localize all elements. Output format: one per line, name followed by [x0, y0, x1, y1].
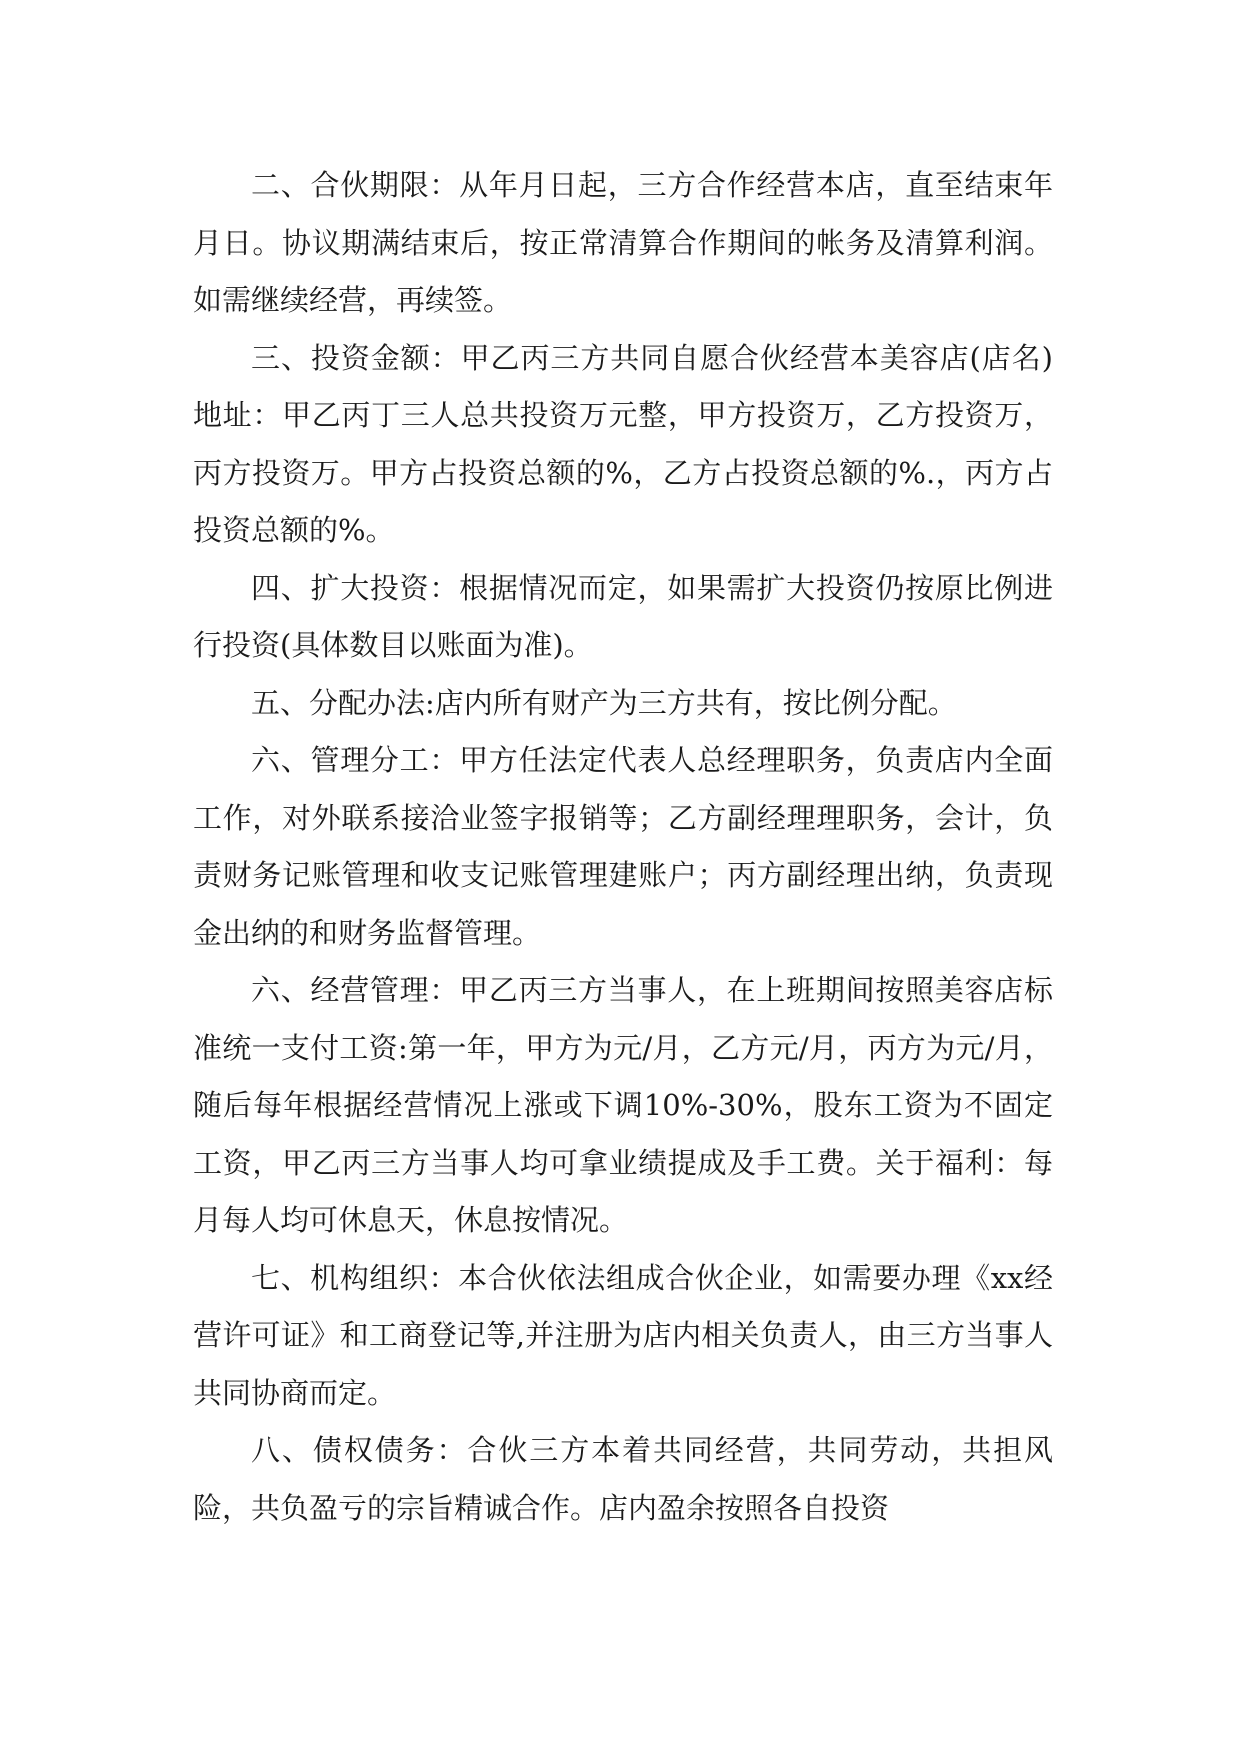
paragraph-partnership-term: 二、合伙期限：从年月日起，三方合作经营本店，直至结束年月日。协议期满结束后，按正常清算合作期间的帐务及清算利润。如需继续经营，再续签。 [193, 168, 1053, 317]
paragraph-organization: 七、机构组织：本合伙依法组成合伙企业，如需要办理《xx经营许可证》和工商登记等,并注册为店内相关负责人，由三方当事人共同协商而定。 [193, 1260, 1053, 1410]
paragraph-management-division: 六、管理分工：甲方任法定代表人总经理职务，负责店内全面工作，对外联系接洽业签字报销等；乙方副经理理职务，会计，负责财务记账管理和收支记账管理建账户；丙方副经理出纳，负责现金出纳的和财务监督管理。 [193, 743, 1053, 950]
document-body [193, 157, 1053, 1537]
paragraph-expanded-investment: 四、扩大投资：根据情况而定，如果需扩大投资仍按原比例进行投资(具体数目以账面为准)。 [193, 570, 1053, 662]
paragraph-investment-amount: 三、投资金额：甲乙丙三方共同自愿合伙经营本美容店(店名)地址：甲乙丙丁三人总共投资万元整，甲方投资万，乙方投资万，丙方投资万。甲方占投资总额的%，乙方占投资总额的%.，丙方占投资总额的%。 [193, 340, 1053, 547]
paragraph-distribution-method: 五、分配办法:店内所有财产为三方共有，按比例分配。 [251, 685, 957, 720]
paragraph-operation-management: 六、经营管理：甲乙丙三方当事人，在上班期间按照美容店标准统一支付工资:第一年，甲方为元/月，乙方元/月，丙方为元/月，随后每年根据经营情况上涨或下调10%-30%，股东工资为不固定工资，甲乙丙三方当事人均可拿业绩提成及手工费。关于福利：每月每人均可休息天，休息按情况。 [193, 973, 1053, 1237]
paragraph-debts: 八、债权债务：合伙三方本着共同经营，共同劳动，共担风险，共负盈亏的宗旨精诚合作。店内盈余按照各自投资 [193, 1433, 1053, 1525]
